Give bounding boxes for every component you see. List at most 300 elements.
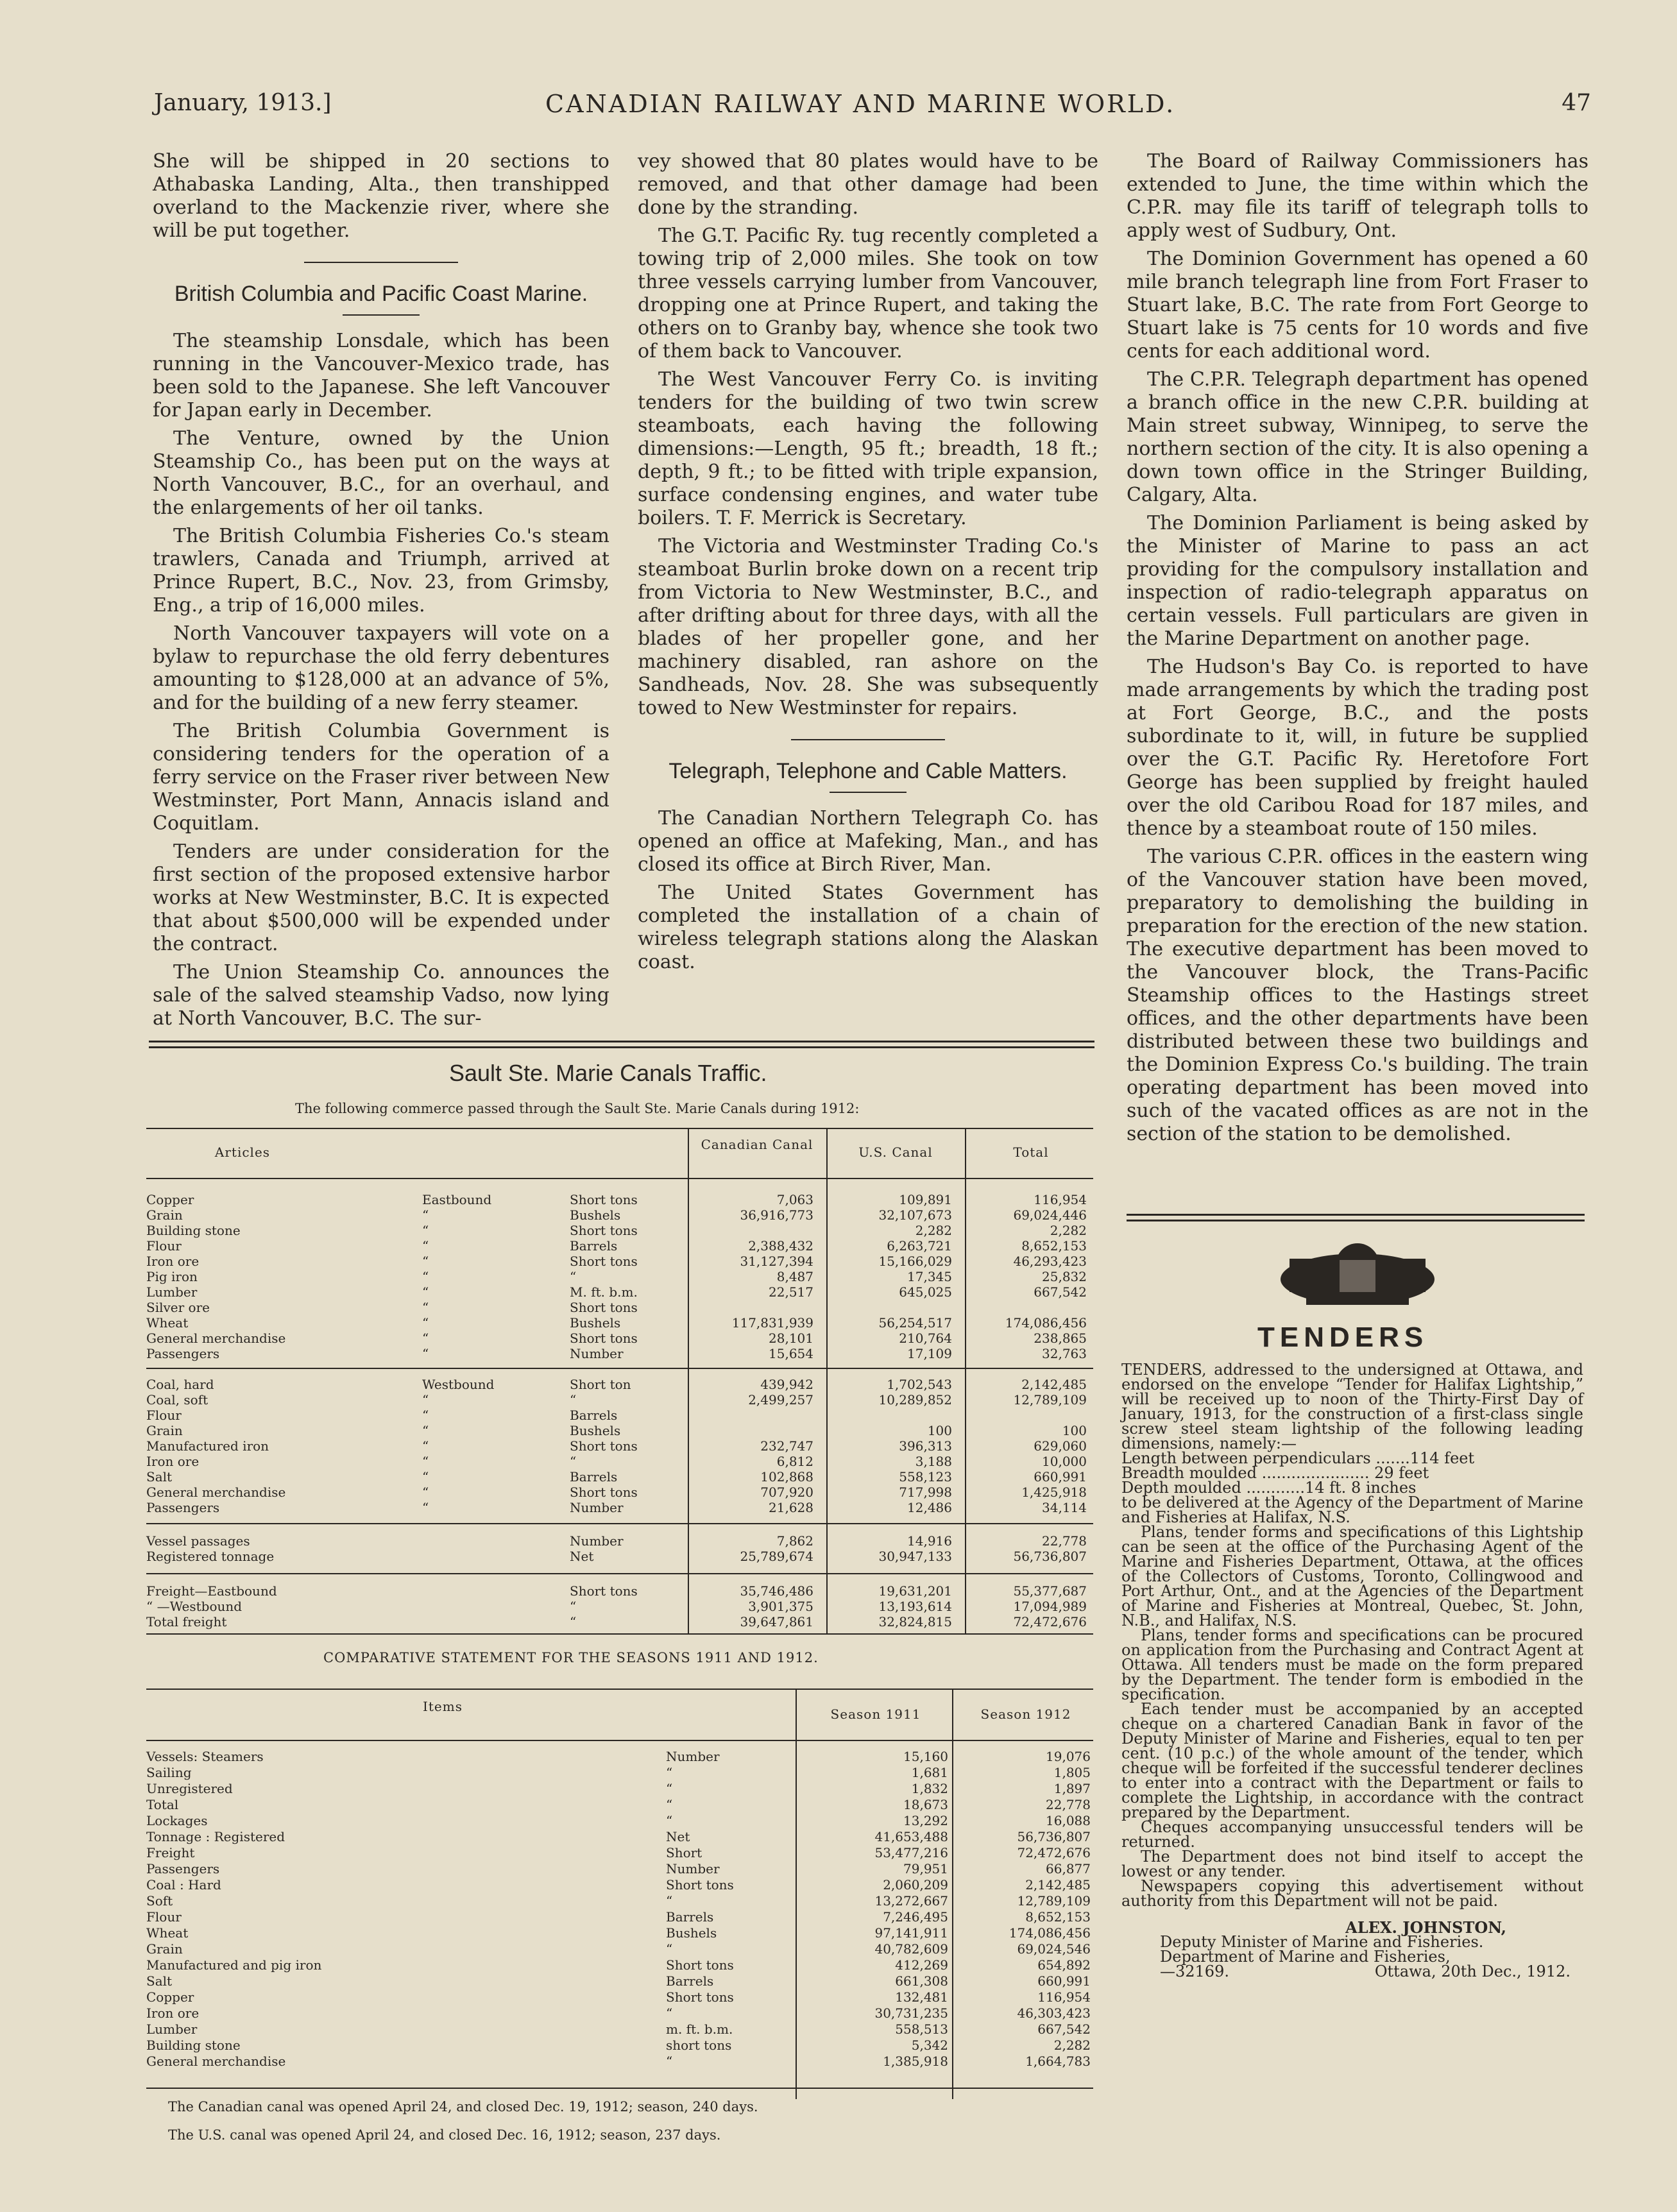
heading-telegraph: Telegraph, Telephone and Cable Matters. [668,759,1068,783]
cell-unit: Short tons [570,1192,638,1207]
cell-unit: Number [570,1500,624,1515]
cell-direction: “ [422,1346,429,1361]
table-row [146,1455,1093,1468]
cell-unit: Number [666,1861,720,1876]
signer-department: Department of Marine and Fisheries, [1160,1948,1451,1966]
cell-unit: “ [666,2054,673,2069]
cell-total: 238,865 [1034,1331,1087,1346]
cell-unit: Number [666,1749,720,1764]
tender-paragraph: Cheques accompanying unsuccessful tenders will be returned. [1121,1818,1583,1851]
cell-total: 34,114 [1042,1500,1087,1515]
cell-1911: 5,342 [911,2038,948,2053]
cell-article: Pig iron [146,1269,198,1284]
cell-unit: Short tons [570,1300,638,1315]
cell-1911: 661,308 [895,1973,948,1989]
col1-paragraph: The Union Steamship Co. announces the sale of the salved steamship Vadso, now lying at North Vancouver, B.C. The sur- [153,961,609,1030]
cell-direction: “ [422,1254,429,1269]
cell-unit: Barrels [570,1469,618,1485]
cell-unit: “ [666,1813,673,1828]
cell-article: Flour [146,1408,182,1423]
cell-1912: 174,086,456 [1009,1925,1091,1941]
cell-1912: 12,789,109 [1017,1893,1091,1909]
table-row [146,1424,1093,1438]
cell-unit: “ [666,1797,673,1812]
cell-canadian: 6,812 [776,1454,813,1469]
cell-unit: short tons [666,2038,732,2053]
cell-1911: 79,951 [903,1861,948,1876]
cell-direction: “ [422,1454,429,1469]
cell-canadian: 2,499,257 [748,1392,813,1408]
cell-direction: “ [422,1238,429,1254]
cell-canadian: 36,916,773 [740,1207,813,1223]
table-row [146,1409,1093,1422]
cell-direction: “ [422,1223,429,1238]
traffic-table-title: Sault Ste. Marie Canals Traffic. [449,1060,767,1086]
cell-direction: “ [422,1423,429,1438]
cell-canadian: 707,920 [760,1485,813,1500]
cell-1912: 72,472,676 [1017,1845,1091,1860]
publication-title: CANADIAN RAILWAY AND MARINE WORLD. [545,90,1176,118]
table-row [146,1209,1093,1222]
table-row [146,1798,1093,1812]
cell-us: 396,313 [899,1438,952,1454]
cell-canadian: 2,388,432 [748,1238,813,1254]
cell-us: 1,702,543 [887,1377,952,1392]
cell-1911: 18,673 [903,1797,948,1812]
table-row [146,1301,1093,1314]
cell-us: 6,263,721 [887,1238,952,1254]
col3-paragraph: The Dominion Parliament is being asked by the Minister of Marine to pass an act providing for the compulsory installation and inspection of radio-telegraph apparatus on certain vessels. Full particulars are given in the Marine Department on another page. [1127,512,1588,650]
cell-1911: 412,269 [895,1957,948,1973]
col3-paragraph: The Hudson's Bay Co. is reported to have made arrangements by which the trading post at Fort George, B.C., and the posts subordinate to it, will, in future be supplied over the G.T. Pacific Ry. Heretofore Fort George has been supplied by freight hauled over the old Caribou Road for 187 miles, and thence by a steamboat route of 150 miles. [1127,656,1588,840]
cell-article: Coal, soft [146,1392,209,1408]
cell-item: Flour [146,1909,182,1925]
cell-canadian: 117,831,939 [731,1315,813,1331]
table-row [146,1378,1093,1391]
cell-1912: 2,282 [1053,2038,1091,2053]
cell-1911: 15,160 [903,1749,948,1764]
cell-direction: “ [422,1269,429,1284]
cell-unit: Short [666,1845,702,1860]
cell-1911: 132,481 [895,1989,948,2005]
table-row [146,1393,1093,1407]
cell-unit: “ [570,1454,577,1469]
cell-direction: “ [422,1438,429,1454]
cell-us: 14,916 [907,1533,952,1549]
cell-1912: 654,892 [1037,1957,1091,1973]
cell-us: 15,166,029 [878,1254,952,1269]
cell-1912: 8,652,153 [1025,1909,1091,1925]
col1-paragraph: The British Columbia Fisheries Co.'s steam trawlers, Canada and Triumph, arrived at Prince Rupert, B.C., Nov. 23, from Grimsby, Eng., a trip of 16,000 miles. [153,525,609,617]
cell-total: 660,991 [1034,1469,1087,1485]
cell-item: Tonnage : Registered [146,1829,285,1844]
cell-1911: 1,681 [911,1765,948,1780]
cell-us: 558,123 [899,1469,952,1485]
col2-paragraph: vey showed that 80 plates would have to be removed, and that other damage had been done by the stranding. [638,150,1098,219]
cell-item: Wheat [146,1925,189,1941]
cell-item: General merchandise [146,2054,286,2069]
table-rule [146,2088,1093,2089]
cell-article: Iron ore [146,1254,200,1269]
cell-direction: “ [422,1207,429,1223]
tender-paragraph: Plans, tender forms and specifications can be procured on application from the Purchasing and Contract Agent at Ottawa. All tenders must be made on the form prepared by the Department. The tender form is embodied in the specification. [1121,1626,1583,1703]
cell-item: Copper [146,1989,194,2005]
col3-paragraph: The various C.P.R. offices in the eastern wing of the Vancouver station have been moved, preparatory to demolishing the building in preparation for the erection of the new station. The executive department has been moved to the Vancouver block, the Trans-Pacific Steamship offices to the Hastings street offices, and the other departments have been distributed between these two buildings and the Dominion Express Co.'s building. The train operating department has been moved into such of the vacated offices as are not in the section of the station to be demolished. [1127,846,1588,1145]
cell-total: 8,652,153 [1021,1238,1087,1254]
cell-1911: 13,292 [903,1813,948,1828]
cell-total: 1,425,918 [1021,1485,1087,1500]
cell-direction: “ [422,1284,429,1300]
cell-us: 32,824,815 [878,1614,952,1629]
cell-total: 46,293,423 [1013,1254,1087,1269]
cell-total: 667,542 [1034,1284,1087,1300]
cell-canadian: 39,647,861 [740,1614,813,1629]
cell-total: 22,778 [1042,1533,1087,1549]
signer-name: ALEX. JOHNSTON, [1345,1918,1506,1937]
cell-1911: 40,782,609 [874,1941,948,1957]
cell-unit: Bushels [666,1925,717,1941]
col-header-us: U.S. Canal [858,1144,933,1160]
cell-1912: 116,954 [1037,1989,1091,2005]
table-row [146,1814,1093,1828]
tenders-title: TENDERS [1257,1322,1429,1353]
table-row [146,1878,1093,1892]
cell-item: Grain [146,1941,183,1957]
table-row [146,1894,1093,1908]
section-divider [791,739,945,740]
col2-paragraph: The Victoria and Westminster Trading Co.'s steamboat Burlin broke down on a recent trip from Victoria to New Westminster, B.C., and after drifting about for three days, with all the blades of her propeller gone, and her machinery disabled, ran ashore on the Sandheads, Nov. 28. She was subsequently towed to New Westminster for repairs. [638,535,1098,719]
tender-paragraph: The Department does not bind itself to accept the lowest or any tender. [1121,1848,1583,1880]
cell-unit: Net [570,1549,594,1564]
cell-canadian: 3,901,375 [748,1599,813,1614]
cell-article: Silver ore [146,1300,210,1315]
col3-paragraph: The C.P.R. Telegraph department has opened a branch office in the new C.P.R. building at Main street subway, Winnipeg, to serve the northern section of the city. It is also opening a down town office in the Stringer Building, Calgary, Alta. [1127,368,1588,506]
cell-item: Sailing [146,1765,192,1780]
cell-1911: 41,653,488 [874,1829,948,1844]
tender-dimension: Length between perpendiculars .......114 feet [1121,1449,1475,1467]
table-row [146,1270,1093,1284]
cell-article: Passengers [146,1346,220,1361]
cell-item: Building stone [146,2038,241,2053]
cell-canadian: 8,487 [776,1269,813,1284]
col2-paragraph: The Canadian Northern Telegraph Co. has opened an office at Mafeking, Man., and has closed its office at Birch River, Man. [638,807,1098,876]
cell-article: Total freight [146,1614,227,1629]
cell-direction: “ [422,1500,429,1515]
table-row [146,1486,1093,1499]
table-row [146,1782,1093,1796]
cell-1911: 97,141,911 [874,1925,948,1941]
cell-item: Total [146,1797,179,1812]
table-row [146,1750,1093,1764]
cell-canadian: 232,747 [760,1438,813,1454]
heading-underline [343,314,420,316]
cell-unit: “ [666,1781,673,1796]
tender-paragraph: TENDERS, addressed to the undersigned at Ottawa, and endorsed on the envelope “Tender for Halifax Lightship,” will be received up to noon of the Thirty-First Day of January, 1913, for the construction of a first-class single screw steel steam lightship of the following leading dimensions, namely:— [1121,1361,1583,1452]
table-row [146,1846,1093,1860]
cell-article: Freight—Eastbound [146,1583,277,1599]
table-rule [146,1689,1093,1690]
cell-article: Manufactured iron [146,1438,269,1454]
cell-unit: Short tons [570,1583,638,1599]
cell-1911: 7,246,495 [883,1909,948,1925]
page-number: 47 [1562,90,1591,116]
cell-total: 629,060 [1034,1438,1087,1454]
cell-total: 25,832 [1042,1269,1087,1284]
table-row [146,2039,1093,2052]
cell-direction: “ [422,1485,429,1500]
table-row [146,1224,1093,1238]
heading-bc-marine: British Columbia and Pacific Coast Marine. [174,282,588,306]
cell-article: General merchandise [146,1485,286,1500]
table-row [146,1535,1093,1548]
cell-unit: m. ft. b.m. [666,2021,733,2037]
cell-1912: 46,303,423 [1017,2005,1091,2021]
col1-paragraph: The Venture, owned by the Union Steamship Co., has been put on the ways at North Vancouver, B.C., for an overhaul, and the enlargements of her oil tanks. [153,427,609,519]
cell-unit: Short tons [570,1331,638,1346]
double-rule [149,1041,1094,1048]
cell-item: Manufactured and pig iron [146,1957,322,1973]
cell-total: 55,377,687 [1013,1583,1087,1599]
cell-1912: 56,736,807 [1017,1829,1091,1844]
tenders-body [1121,1363,1583,1981]
cell-1912: 22,778 [1046,1797,1091,1812]
cell-unit: Bushels [570,1423,621,1438]
cell-unit: Short tons [570,1223,638,1238]
cell-article: Iron ore [146,1454,200,1469]
col-header-items: Items [422,1699,463,1714]
table-row [146,1286,1093,1299]
cell-us: 3,188 [915,1454,952,1469]
cell-canadian: 35,746,486 [740,1583,813,1599]
cell-canadian: 22,517 [769,1284,813,1300]
col3-paragraph: The Dominion Government has opened a 60 mile branch telegraph line from Fort Fraser to Stuart lake, B.C. The rate from Fort George to Stuart lake is 75 cents for 10 words and five cents for each additional word. [1127,248,1588,362]
cell-us: 30,947,133 [878,1549,952,1564]
cell-article: Grain [146,1423,183,1438]
cell-article: Salt [146,1469,173,1485]
column-2 [638,150,1098,979]
col3-paragraph: The Board of Railway Commissioners has extended to June, the time within which the C.P.R. may file its tariff of telegraph tolls to apply west of Sudbury, Ont. [1127,150,1588,242]
cell-1911: 13,272,667 [874,1893,948,1909]
cell-article: Copper [146,1192,194,1207]
cell-item: Freight [146,1845,195,1860]
canal-note: The Canadian canal was opened April 24, and closed Dec. 19, 1912; season, 240 days. [168,2099,758,2114]
cell-article: Building stone [146,1223,241,1238]
cell-unit: M. ft. b.m. [570,1284,638,1300]
canal-note: The U.S. canal was opened April 24, and closed Dec. 16, 1912; season, 237 days. [168,2127,721,2143]
cell-item: Vessels: Steamers [146,1749,264,1764]
col2-paragraph: The West Vancouver Ferry Co. is inviting tenders for the building of two twin screw steamboats, each having the following dimensions:—Length, 95 ft.; breadth, 18 ft.; depth, 9 ft.; to be fitted with triple expansion, surface condensing engines, and water tube boilers. T. F. Merrick is Secretary. [638,368,1098,529]
cell-unit: “ [666,1893,673,1909]
cell-1912: 19,076 [1046,1749,1091,1764]
cell-unit: “ [666,1941,673,1957]
cell-canadian: 21,628 [769,1500,813,1515]
table-rule [146,1740,1093,1741]
heading-underline [830,792,907,793]
cell-us: 100 [927,1423,952,1438]
cell-canadian: 7,063 [776,1192,813,1207]
cell-1912: 16,088 [1046,1813,1091,1828]
cell-unit: “ [570,1614,577,1629]
table-row [146,1991,1093,2004]
table-row [146,2055,1093,2068]
cell-unit: Short tons [666,1989,734,2005]
cell-direction: “ [422,1392,429,1408]
cell-unit: Barrels [666,1909,714,1925]
cell-article: Grain [146,1207,183,1223]
cell-total: 32,763 [1042,1346,1087,1361]
cell-unit: Bushels [570,1207,621,1223]
signer-title: Deputy Minister of Marine and Fisheries. [1160,1933,1484,1951]
cell-direction: “ [422,1300,429,1315]
table-row [146,1255,1093,1268]
col1-paragraph: The steamship Lonsdale, which has been running in the Vancouver-Mexico trade, has been sold to the Japanese. She left Vancouver for Japan early in December. [153,330,609,421]
table-row [146,1347,1093,1361]
cell-item: Passengers [146,1861,220,1876]
cell-us: 19,631,201 [878,1583,952,1599]
cell-article: “ —Westbound [146,1599,243,1614]
cell-unit: “ [570,1269,577,1284]
coat-of-arms-icon [1268,1234,1447,1311]
table-row [146,1830,1093,1844]
table-row [146,1927,1093,1940]
cell-us: 17,109 [907,1346,952,1361]
col-header-canadian: Canadian Canal [701,1137,813,1152]
cell-unit: “ [570,1599,577,1614]
cell-direction: “ [422,1331,429,1346]
cell-item: Coal : Hard [146,1877,221,1893]
table-row [146,2007,1093,2020]
ad-place-date: Ottawa, 20th Dec., 1912. [1374,1962,1571,1980]
cell-unit: “ [666,2005,673,2021]
cell-unit: Short tons [570,1485,638,1500]
issue-date: January, 1913.] [154,90,332,116]
cell-us: 56,254,517 [878,1315,952,1331]
col-header-articles: Articles [214,1144,271,1160]
cell-unit: Short ton [570,1377,631,1392]
cell-us: 645,025 [899,1284,952,1300]
cell-article: Registered tonnage [146,1549,275,1564]
col1-paragraph: North Vancouver taxpayers will vote on a bylaw to repurchase the old ferry debentures amounting to $128,000 at an advance of 5%, and for the building of a new ferry steamer. [153,622,609,714]
cell-canadian: 28,101 [769,1331,813,1346]
tender-dimension: Depth moulded ............14 ft. 8 inches [1121,1479,1417,1497]
col-header-1911: Season 1911 [830,1706,921,1722]
table-row [146,1440,1093,1453]
tender-paragraph: to be delivered at the Agency of the Department of Marine and Fisheries at Halifax, N.S. [1121,1493,1583,1526]
cell-1911: 558,513 [895,2021,948,2037]
cell-canadian: 25,789,674 [740,1549,813,1564]
cell-direction: Eastbound [422,1192,492,1207]
table-rule [146,1523,1093,1524]
cell-unit: Short tons [570,1438,638,1454]
cell-1912: 1,897 [1053,1781,1091,1796]
table-rule [146,1178,1093,1179]
table-row [146,1862,1093,1876]
traffic-table-intro: The following commerce passed through the Sault Ste. Marie Canals during 1912: [295,1101,860,1116]
cell-unit: Barrels [666,1973,714,1989]
cell-item: Lumber [146,2021,198,2037]
cell-1911: 1,385,918 [883,2054,948,2069]
cell-canadian: 15,654 [769,1346,813,1361]
cell-article: Flour [146,1238,182,1254]
cell-total: 2,142,485 [1021,1377,1087,1392]
cell-total: 174,086,456 [1005,1315,1087,1331]
cell-canadian: 31,127,394 [740,1254,813,1269]
table-row [146,1316,1093,1330]
table-row [146,1585,1093,1598]
cell-total: 12,789,109 [1013,1392,1087,1408]
table-row [146,1193,1093,1207]
page-header [154,90,1591,128]
cell-canadian: 102,868 [760,1469,813,1485]
table-row [146,1600,1093,1613]
table-row [146,1470,1093,1484]
tender-paragraph: Each tender must be accompanied by an accepted cheque on a chartered Canadian Bank in favor of the Deputy Minister of Marine and Fisheries, equal to ten per cent. (10 p.c.) of the whole amount of the tender, which cheque will be forfeited if the successful tenderer declines to enter into a contract with the Department or fails to complete the Lightship, in accordance with the contract prepared by the Department. [1121,1700,1583,1821]
tender-paragraph: Newspapers copying this advertisement without authority from this Department will not be paid. [1121,1877,1583,1910]
ad-footer [1160,1964,1583,1981]
cell-1912: 667,542 [1037,2021,1091,2037]
comparative-title: COMPARATIVE STATEMENT FOR THE SEASONS 1911 AND 1912. [323,1650,819,1665]
table-row [146,1615,1093,1629]
cell-total: 69,024,446 [1013,1207,1087,1223]
cell-us: 17,345 [907,1269,952,1284]
cell-us: 12,486 [907,1500,952,1515]
cell-us: 13,193,614 [878,1599,952,1614]
cell-1911: 30,731,235 [874,2005,948,2021]
column-3 [1127,150,1588,1151]
cell-item: Iron ore [146,2005,200,2021]
cell-total: 72,472,676 [1013,1614,1087,1629]
cell-article: Lumber [146,1284,198,1300]
cell-item: Lockages [146,1813,208,1828]
cell-total: 17,094,989 [1013,1599,1087,1614]
col2-paragraph: The G.T. Pacific Ry. tug recently completed a towing trip of 2,000 miles. She took on tow three vessels carrying lumber from Vancouver, dropping one at Prince Rupert, and taking the others on to Granby bay, whence she took two of them back to Vancouver. [638,225,1098,362]
cell-total: 2,282 [1050,1223,1087,1238]
cell-us: 32,107,673 [878,1207,952,1223]
cell-us: 109,891 [899,1192,952,1207]
cell-us: 10,289,852 [878,1392,952,1408]
cell-direction: Westbound [422,1377,495,1392]
tender-dimension: Breadth moulded ...................... 29 feet [1121,1464,1429,1482]
cell-unit: Number [570,1346,624,1361]
table-rule [146,1573,1093,1574]
cell-unit: Bushels [570,1315,621,1331]
cell-article: Vessel passages [146,1533,250,1549]
cell-direction: “ [422,1408,429,1423]
cell-1911: 53,477,216 [874,1845,948,1860]
cell-direction: “ [422,1469,429,1485]
table-row [146,1766,1093,1780]
cell-1912: 1,664,783 [1025,2054,1091,2069]
cell-unit: Number [570,1533,624,1549]
cell-1912: 660,991 [1037,1973,1091,1989]
table-row [146,1943,1093,1956]
cell-1912: 66,877 [1046,1861,1091,1876]
table-rule [146,1368,1093,1369]
col1-paragraph: The British Columbia Government is considering tenders for the operation of a ferry service on the Fraser river between New Westminster, Port Mann, Annacis island and Coquitlam. [153,720,609,835]
double-rule [1127,1214,1585,1221]
cell-unit: “ [570,1392,577,1408]
cell-1911: 2,060,209 [883,1877,948,1893]
cell-unit: Short tons [666,1957,734,1973]
cell-1912: 1,805 [1053,1765,1091,1780]
cell-total: 116,954 [1034,1192,1087,1207]
cell-unit: Net [666,1829,690,1844]
table-row [146,1239,1093,1253]
cell-article: General merchandise [146,1331,286,1346]
cell-article: Passengers [146,1500,220,1515]
ad-number: —32169. [1160,1962,1229,1980]
cell-1911: 1,832 [911,1781,948,1796]
